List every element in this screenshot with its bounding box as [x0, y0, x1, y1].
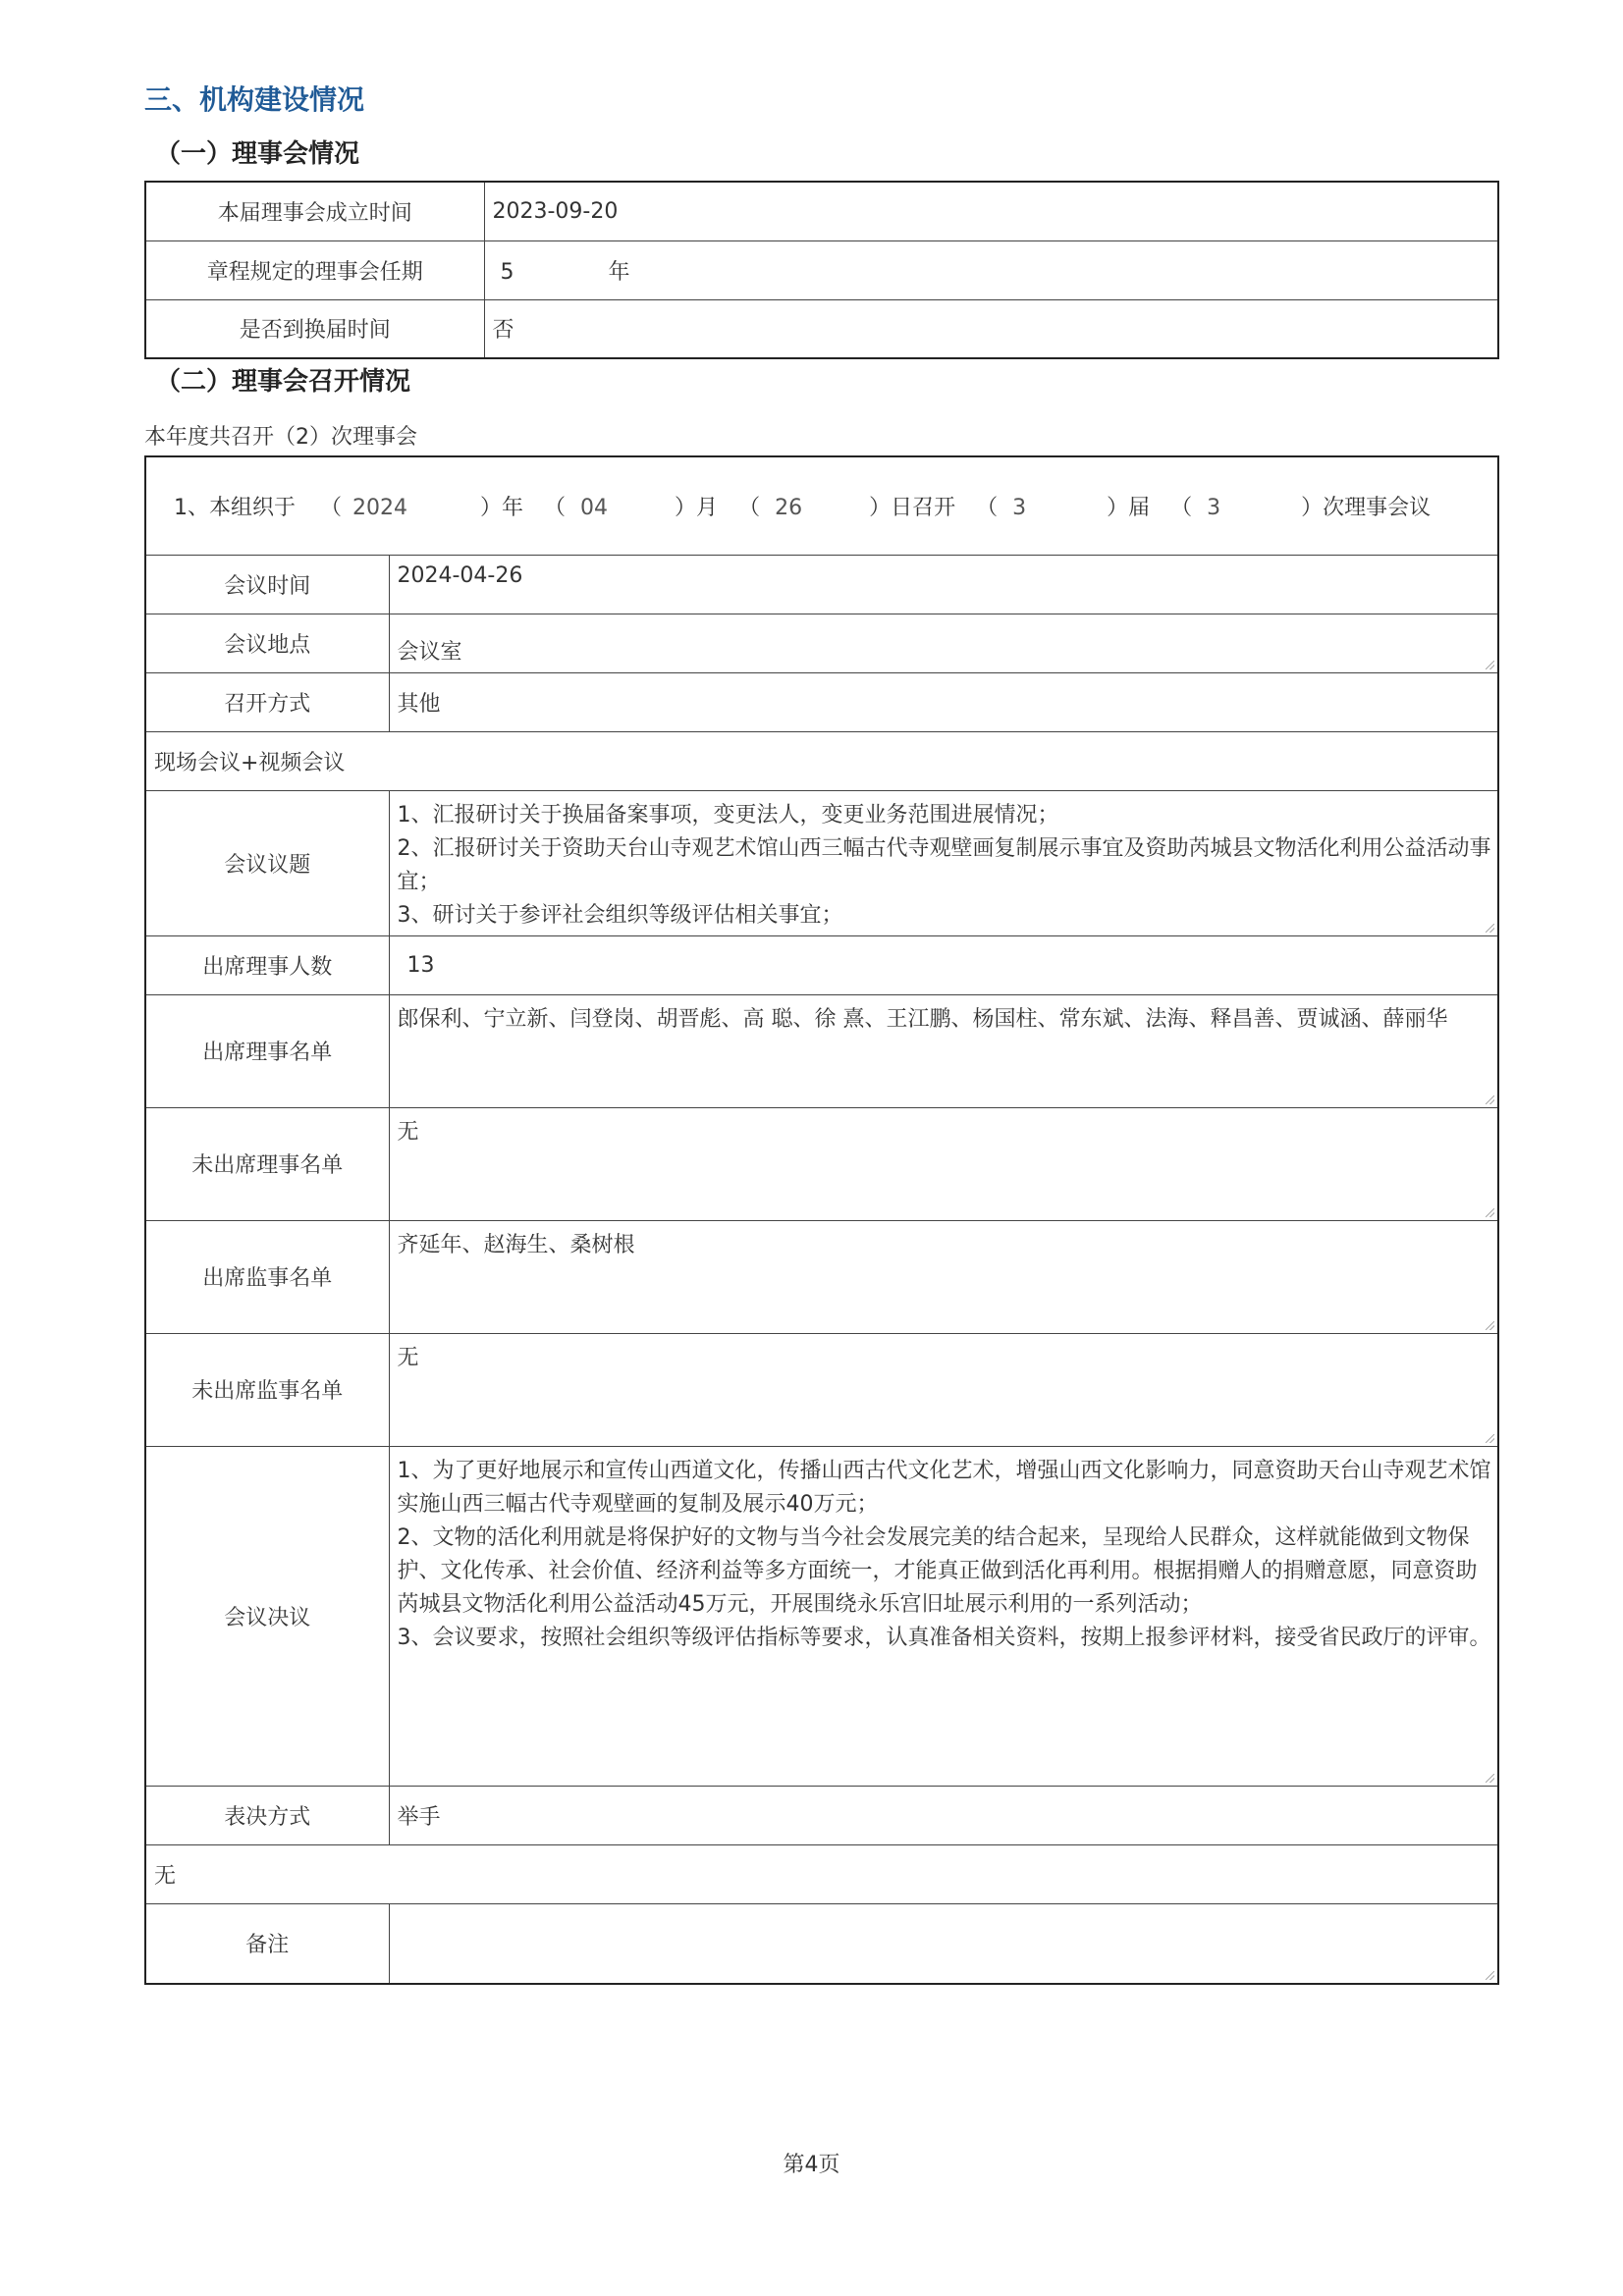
table-row	[145, 672, 1498, 731]
time-value: 2024-04-26	[389, 555, 1498, 614]
mode-detail: 现场会议+视频会议	[145, 731, 1498, 790]
paren: （	[976, 495, 999, 520]
paren: ）次理事会议	[1301, 495, 1432, 520]
meeting-year: 2024	[352, 495, 408, 520]
time-label: 会议时间	[145, 555, 389, 614]
attend-count-label: 出席理事人数	[145, 935, 389, 994]
table-row	[145, 555, 1498, 614]
established-value: 2023-09-20	[484, 182, 1498, 240]
resolutions-label: 会议决议	[145, 1446, 389, 1786]
table-row	[145, 299, 1498, 358]
absent-list-label: 未出席理事名单	[145, 1107, 389, 1220]
absent-list-value[interactable]	[389, 1107, 1498, 1220]
topic-item: 1、汇报研讨关于换届备案事项，变更法人，变更业务范围进展情况；	[397, 802, 1059, 828]
paren: （	[320, 495, 343, 520]
table-row	[145, 1333, 1498, 1446]
meeting-prefix: 1、本组织于	[174, 495, 296, 520]
table-row	[145, 1903, 1498, 1984]
paren: ）日召开	[869, 495, 956, 520]
absent-supervisors-text: 无	[397, 1345, 419, 1370]
table-row	[145, 731, 1498, 790]
vote-value: 举手	[389, 1786, 1498, 1844]
table-row	[145, 1786, 1498, 1844]
paren: ）月	[675, 495, 719, 520]
paren: ）年	[480, 495, 524, 520]
attend-list-value[interactable]	[389, 994, 1498, 1107]
meeting-header	[145, 456, 1498, 555]
table-row	[145, 1107, 1498, 1220]
table-row	[145, 994, 1498, 1107]
table-row	[145, 614, 1498, 672]
table-row	[145, 240, 1498, 299]
table-row	[145, 1220, 1498, 1333]
meeting-month: 04	[580, 495, 609, 520]
table-row	[145, 1844, 1498, 1903]
meeting-session: 3	[1012, 495, 1027, 520]
topics-value[interactable]	[389, 790, 1498, 935]
meeting-day: 26	[775, 495, 803, 520]
place-value[interactable]: 会议室	[389, 614, 1498, 672]
remarks-label: 备注	[145, 1903, 389, 1984]
meetings-summary: 本年度共召开（2）次理事会	[144, 425, 417, 450]
remarks-value[interactable]	[389, 1903, 1498, 1984]
attend-list-label: 出席理事名单	[145, 994, 389, 1107]
vote-label: 表决方式	[145, 1786, 389, 1844]
board-info-table	[144, 181, 1499, 359]
table-row	[145, 790, 1498, 935]
table-row	[145, 182, 1498, 240]
term-value: 5	[500, 259, 514, 285]
resolution-item: 1、为了更好地展示和宣传山西道文化，传播山西古代文化艺术，增强山西文化影响力，同意资助天台山寺观艺术馆实施山西三幅古代寺观壁画的复制及展示40万元；	[397, 1458, 1491, 1517]
resolution-item: 3、会议要求，按照社会组织等级评估指标等要求，认真准备相关资料，按期上报参评材料，接受省民政厅的评审。	[397, 1625, 1491, 1650]
meeting-count: 3	[1207, 495, 1221, 520]
renewal-label: 是否到换届时间	[145, 299, 484, 358]
resolution-item: 2、文物的活化利用就是将保护好的文物与当今社会发展完美的结合起来，呈现给人民群众，这样就能做到文物保护、文化传承、社会价值、经济利益等多方面统一，才能真正做到活化再利用。根据捐赠人的捐赠意愿，同意资助芮城县文物活化利用公益活动45万元，开展围绕永乐宫旧址展示利用的一系列活动；	[397, 1524, 1478, 1617]
absent-list-text: 无	[397, 1119, 419, 1145]
term-value-cell	[484, 240, 1498, 299]
topic-item: 2、汇报研讨关于资助天台山寺观艺术馆山西三幅古代寺观壁画复制展示事宜及资助芮城县文物活化利用公益活动事宜；	[397, 835, 1491, 894]
term-label: 章程规定的理事会任期	[145, 240, 484, 299]
supervisors-label: 出席监事名单	[145, 1220, 389, 1333]
attend-count-value: 13	[389, 935, 1498, 994]
vote-detail: 无	[145, 1844, 1498, 1903]
meeting-table	[144, 455, 1499, 1985]
absent-supervisors-value[interactable]	[389, 1333, 1498, 1446]
term-unit: 年	[608, 259, 630, 285]
paren: ）届	[1107, 495, 1151, 520]
table-row	[145, 935, 1498, 994]
attend-list-text: 郎保利、宁立新、闫登岗、胡晋彪、高 聪、徐 熹、王江鹏、杨国柱、常东斌、法海、释昌善、贾诚涵、薛丽华	[397, 1006, 1448, 1032]
page-number: 第4页	[783, 2153, 840, 2177]
paren: （	[738, 495, 761, 520]
absent-supervisors-label: 未出席监事名单	[145, 1333, 389, 1446]
topic-item: 3、研讨关于参评社会组织等级评估相关事宜；	[397, 902, 843, 928]
resolutions-value[interactable]	[389, 1446, 1498, 1786]
table-row	[145, 1446, 1498, 1786]
mode-label: 召开方式	[145, 672, 389, 731]
mode-value: 其他	[389, 672, 1498, 731]
section-title: 三、机构建设情况	[144, 83, 365, 116]
place-label: 会议地点	[145, 614, 389, 672]
board-heading: （一）理事会情况	[155, 139, 360, 169]
supervisors-text: 齐延年、赵海生、桑树根	[397, 1232, 635, 1257]
supervisors-value[interactable]	[389, 1220, 1498, 1333]
topics-label: 会议议题	[145, 790, 389, 935]
paren: （	[1170, 495, 1193, 520]
renewal-value: 否	[484, 299, 1498, 358]
established-label: 本届理事会成立时间	[145, 182, 484, 240]
table-row	[145, 456, 1498, 555]
paren: （	[544, 495, 567, 520]
meetings-heading: （二）理事会召开情况	[155, 367, 411, 397]
